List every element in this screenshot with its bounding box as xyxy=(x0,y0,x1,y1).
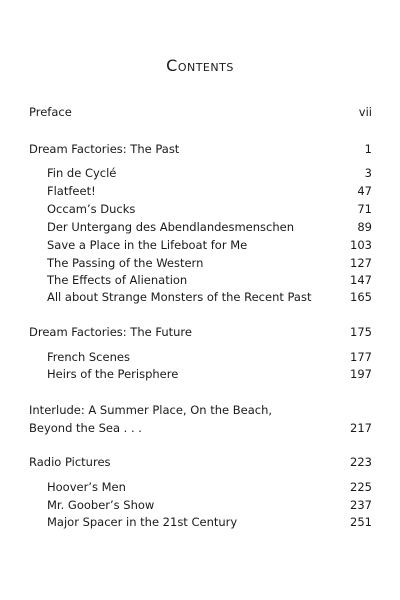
entry-title-line-2: Beyond the Sea . . . xyxy=(29,421,142,435)
page-title: Contents xyxy=(166,56,234,75)
entry-page-number: 177 xyxy=(350,350,372,364)
toc-entry-flatfeet[interactable] xyxy=(47,182,372,198)
toc-entry-french-scenes[interactable] xyxy=(47,348,372,364)
entry-page-number: 1 xyxy=(364,142,372,156)
toc-entry-radio-pictures[interactable] xyxy=(29,453,372,469)
entry-page-number: 71 xyxy=(357,202,372,216)
toc-entry-effects-of-alienation[interactable] xyxy=(47,271,372,287)
entry-title: Dream Factories: The Past xyxy=(29,143,180,156)
entry-title: The Passing of the Western xyxy=(47,257,204,270)
entry-title: Der Untergang des Abendlandesmenschen xyxy=(47,221,295,234)
toc-entry-occams-ducks[interactable] xyxy=(47,200,372,216)
toc-entry-major-spacer[interactable] xyxy=(47,513,372,529)
toc-entry-hoovers-men[interactable] xyxy=(47,478,372,494)
entry-page-number: 251 xyxy=(350,515,372,529)
entry-page-number: 47 xyxy=(357,184,372,198)
toc-entry-interlude[interactable] xyxy=(29,401,372,437)
entry-title-line-2-row xyxy=(29,419,372,437)
toc-entry-der-untergang[interactable] xyxy=(47,218,372,234)
toc-entry-heirs-of-perisphere[interactable] xyxy=(47,365,372,381)
toc-entry-preface[interactable] xyxy=(29,103,372,119)
entry-title: Occam’s Ducks xyxy=(47,203,136,216)
toc-entry-goober-show[interactable] xyxy=(47,496,372,512)
entry-title-line-1: Interlude: A Summer Place, On the Beach, xyxy=(29,403,273,417)
entry-title: French Scenes xyxy=(47,351,130,364)
entry-title: Flatfeet! xyxy=(47,185,96,198)
entry-page-number: 225 xyxy=(350,480,372,494)
entry-title: Radio Pictures xyxy=(29,456,111,469)
entry-page-number: 147 xyxy=(350,273,372,287)
entry-title: Preface xyxy=(29,106,72,119)
entry-page-number: vii xyxy=(358,105,372,119)
toc-entry-strange-monsters[interactable] xyxy=(47,288,372,304)
entry-title: Mr. Goober’s Show xyxy=(47,499,155,512)
entry-page-number: 197 xyxy=(350,367,372,381)
entry-title: Dream Factories: The Future xyxy=(29,326,192,339)
entry-title: The Effects of Alienation xyxy=(47,274,188,287)
entry-page-number: 89 xyxy=(357,220,372,234)
toc-list xyxy=(29,0,372,600)
toc-entry-fin-de-cycle[interactable] xyxy=(47,164,372,180)
entry-title: Heirs of the Perisphere xyxy=(47,368,179,381)
entry-page-number: 175 xyxy=(350,325,372,339)
toc-entry-save-a-place[interactable] xyxy=(47,236,372,252)
entry-page-number: 223 xyxy=(350,455,372,469)
entry-title: Major Spacer in the 21st Century xyxy=(47,516,238,529)
entry-page-number: 165 xyxy=(350,290,372,304)
toc-entry-passing-of-western[interactable] xyxy=(47,254,372,270)
entry-title: Hoover’s Men xyxy=(47,481,126,494)
entry-title: Fin de Cyclé xyxy=(47,167,117,180)
entry-page-number: 217 xyxy=(350,421,372,435)
entry-page-number: 127 xyxy=(350,256,372,270)
entry-title: All about Strange Monsters of the Recent Past xyxy=(47,291,312,304)
entry-title: Save a Place in the Lifeboat for Me xyxy=(47,239,248,252)
toc-entry-dream-factories-past[interactable] xyxy=(29,140,372,156)
toc-entry-dream-factories-future[interactable] xyxy=(29,323,372,339)
entry-page-number: 237 xyxy=(350,498,372,512)
entry-page-number: 103 xyxy=(350,238,372,252)
entry-page-number: 3 xyxy=(364,166,372,180)
